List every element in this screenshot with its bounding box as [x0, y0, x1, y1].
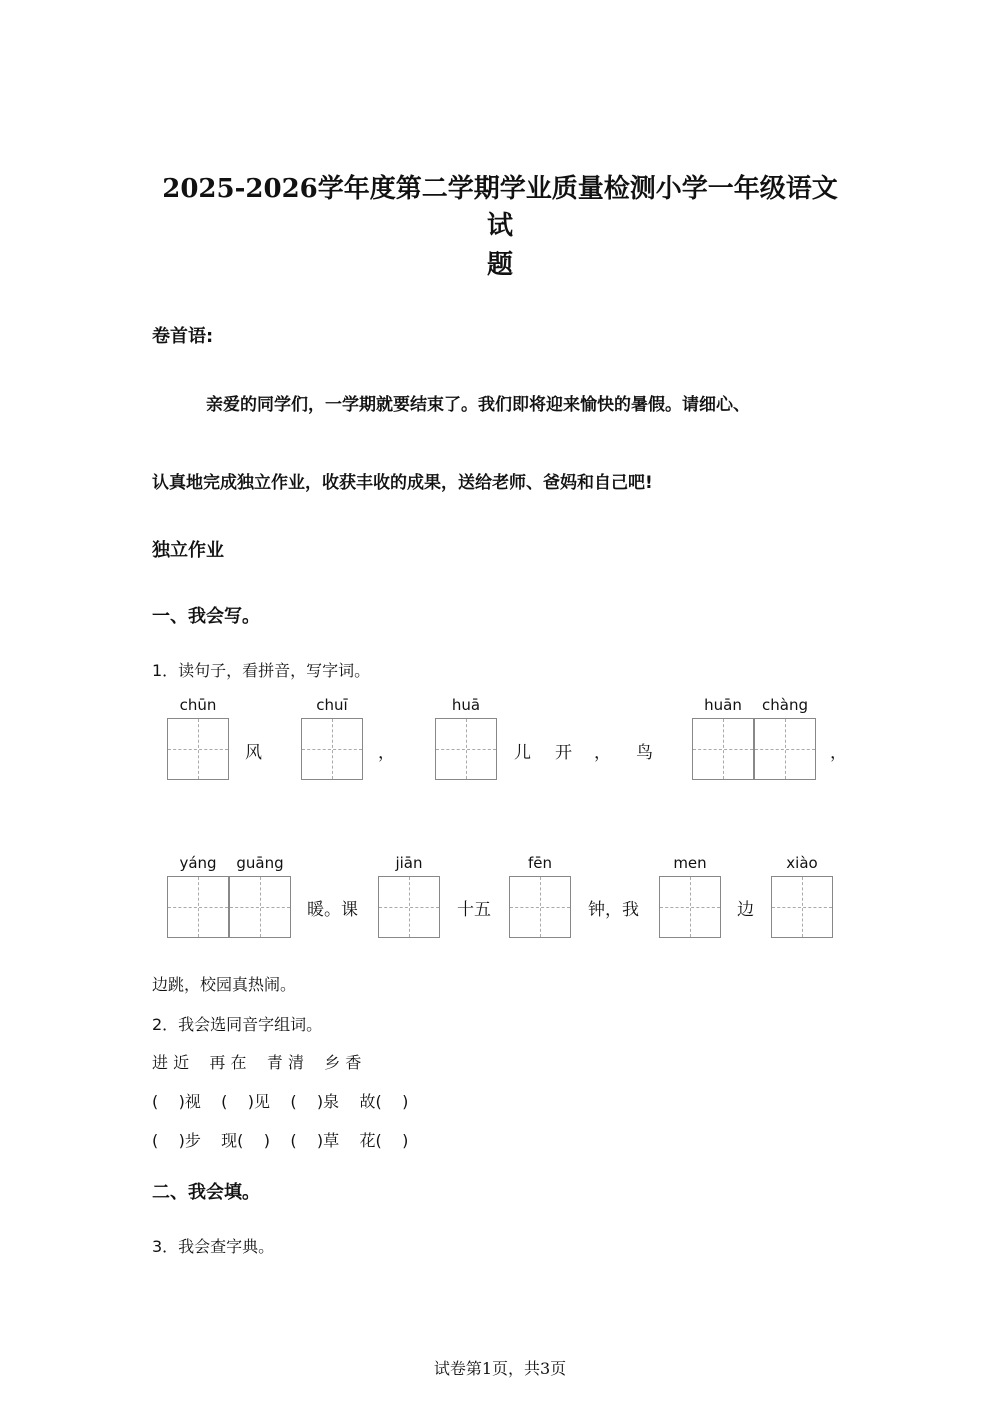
word-er: 儿 — [514, 743, 531, 763]
writing-box-chang[interactable] — [754, 718, 816, 780]
writing-box-men[interactable] — [659, 876, 721, 938]
section-2-heading: 二、我会填。 — [152, 1182, 260, 1203]
pinyin-yang: yáng — [179, 854, 217, 872]
writing-box-yang[interactable] — [167, 876, 229, 938]
question-2-choices: 进 近 再 在 青 清 乡 香 — [152, 1053, 362, 1072]
exam-title-line2: 题 — [486, 250, 513, 280]
word-feng: 风 — [245, 743, 262, 763]
page-footer: 试卷第1页，共3页 — [433, 1359, 567, 1378]
pinyin-xiao: xiào — [786, 854, 818, 872]
question-1-tail: 边跳，校园真热闹。 — [152, 975, 297, 994]
writing-box-chui[interactable] — [301, 718, 363, 780]
pinyin-huan: huān — [704, 696, 742, 714]
writing-box-hua[interactable] — [435, 718, 497, 780]
question-2-row1: ( )视 ( )见 ( )泉 故( ) — [152, 1092, 409, 1111]
question-1-label: 1．读句子，看拼音，写字词。 — [152, 661, 371, 680]
word-bian: 边 — [737, 900, 754, 920]
pinyin-chui: chuī — [316, 696, 348, 714]
word-niao: 鸟 — [636, 743, 653, 763]
word-kai: 开 — [555, 743, 572, 763]
word-comma: ， — [378, 743, 395, 763]
writing-box-jian[interactable] — [378, 876, 440, 938]
pinyin-chun: chūn — [179, 696, 217, 714]
preface-label: 卷首语: — [152, 326, 214, 347]
exam-title-line1: 2025-2026学年度第二学期学业质量检测小学一年级语文试 — [162, 174, 838, 241]
writing-box-xiao[interactable] — [771, 876, 833, 938]
section-1-heading: 一、我会写。 — [152, 606, 260, 627]
preface-line2: 认真地完成独立作业，收获丰收的成果，送给老师、爸妈和自己吧! — [152, 473, 653, 493]
pinyin-hua: huā — [451, 696, 481, 714]
writing-box-huan[interactable] — [692, 718, 754, 780]
pinyin-fen: fēn — [527, 854, 553, 872]
question-3-label: 3．我会查字典。 — [152, 1237, 275, 1256]
writing-box-fen[interactable] — [509, 876, 571, 938]
writing-box-guang[interactable] — [229, 876, 291, 938]
pinyin-men: men — [673, 854, 707, 872]
pinyin-chang: chàng — [762, 696, 808, 714]
question-2-row2: ( )步 现( ) ( )草 花( ) — [152, 1131, 409, 1150]
writing-box-chun[interactable] — [167, 718, 229, 780]
preface-line1: 亲爱的同学们，一学期就要结束了。我们即将迎来愉快的暑假。请细心、 — [206, 395, 750, 415]
pinyin-jian: jiān — [395, 854, 423, 872]
question-2-label: 2．我会选同音字组词。 — [152, 1015, 323, 1034]
pinyin-guang: guāng — [236, 854, 284, 872]
word-comma: ， — [830, 743, 847, 763]
section-independent: 独立作业 — [152, 540, 224, 561]
word-comma: ， — [594, 743, 611, 763]
word-nuan-ke: 暖。课 — [307, 900, 358, 920]
word-shiwu: 十五 — [457, 900, 491, 920]
word-zhong-wo: 钟，我 — [588, 900, 639, 920]
